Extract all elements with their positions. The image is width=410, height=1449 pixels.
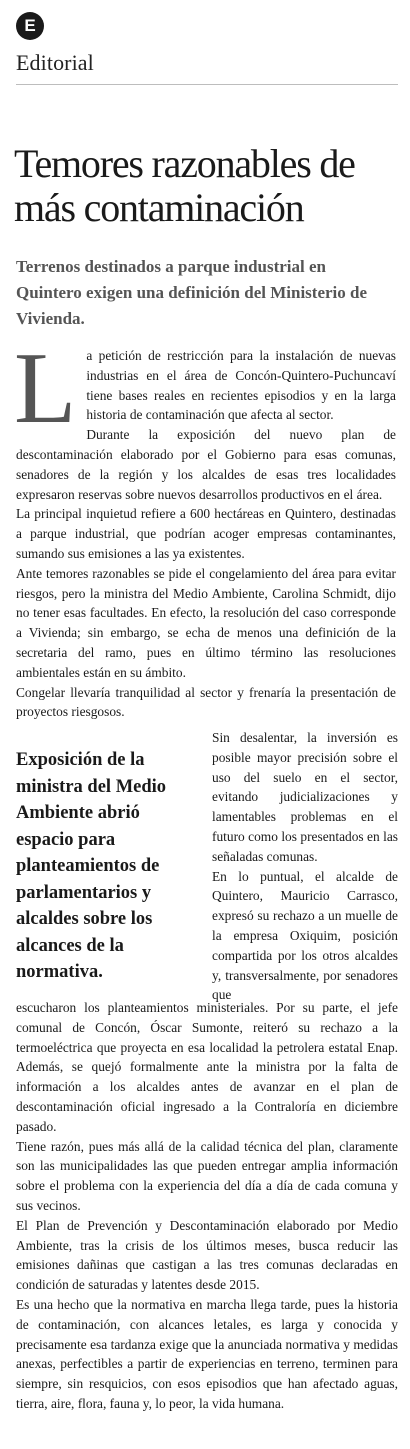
- paragraph: Tiene razón, pues más allá de la calidad técnica del plan, claramente son las municipalidades las que pueden entregar amplia información sobre el problema con la experiencia del día a día de cada comuna y sus vecinos.: [16, 1138, 398, 1213]
- section-label: Editorial: [16, 50, 94, 75]
- paragraph-text: a petición de restricción para la instalación de nuevas industrias en el área de Concón-Quintero-Puchuncaví tiene bases reales en recientes episodios y en la larga historia de contaminación que afecta al sector.: [86, 348, 396, 423]
- paragraph: Es una hecho que la normativa en marcha llega tarde, pues la historia de contaminación, con alcances letales, es larga y conocida y precisamente esa tardanza exige que la anunciada normativa y medidas anexas, perfectibles a partir de experiencias en terreno, terminen para siempre, sin resquicios, con esos episodios que han afectado aguas, tierra, aire, flora, fauna y, lo peor, la vida humana.: [16, 1296, 398, 1411]
- article-body-column: [212, 728, 398, 1005]
- paragraph: El Plan de Prevención y Descontaminación elaborado por Medio Ambiente, tras la crisis de los últimos meses, busca reducir las emisiones dañinas que castigan a las tres comunas declaradas en condición de saturadas y latentes desde 2015.: [16, 1217, 398, 1293]
- section-badge-icon: E: [16, 12, 44, 40]
- section-divider: [16, 84, 398, 85]
- article-body-bottom: [16, 998, 398, 1414]
- paragraph: Ante temores razonables se pide el congelamiento del área para evitar riesgos, pero la ministra del Medio Ambiente, Carolina Schmidt, dijo no tener esas facultades. En efecto, la resolución del caso corresponde a Vivienda; sin embargo, se echa de menos una definición de la secretaria del ramo, pues en último término las resoluciones ambientales están en su ámbito.: [16, 565, 396, 680]
- paragraph: Congelar llevaría tranquilidad al sector y frenaría la presentación de proyectos riesgosos.: [16, 684, 396, 720]
- headline: Temores razonables de más contaminación: [14, 141, 355, 230]
- dek: Terrenos destinados a parque industrial en Quintero exigen una definición del Ministerio de Vivienda.: [16, 257, 368, 328]
- drop-cap: L: [14, 332, 77, 445]
- paragraph: En lo puntual, el alcalde de Quintero, Mauricio Carrasco, expresó su rechazo a un muelle de la empresa Oxiquim, posición compartida por los otros alcaldes y, transversalmente, por senadores que: [212, 868, 398, 1003]
- paragraph: [14, 332, 396, 445]
- pull-quote: Exposición de la ministra del Medio Ambiente abrió espacio para planteamientos de parlamentarios y alcaldes sobre los alcances de la normativa.: [16, 750, 167, 982]
- paragraph: escucharon los planteamientos ministeriales. Por su parte, el jefe comunal de Concón, Óscar Sumonte, reiteró su rechazo a la termoeléctrica que proyecta en esa localidad la petrolera estatal Enap. Además, se quejó formalmente ante la ministra por la falta de información a los alcaldes antes de avanzar en el plan de descontaminación oficial ingresado a la Contraloría en diciembre pasado.: [16, 1000, 398, 1134]
- paragraph: Sin desalentar, la inversión es posible mayor precisión sobre el uso del suelo en el sector, evitando judicializaciones y lamentables problemas en el futuro como los presentados en las señaladas comunas.: [212, 730, 398, 864]
- article-body-top: [14, 332, 396, 722]
- paragraph: La principal inquietud refiere a 600 hectáreas en Quintero, destinadas a parque industrial, que podrían acoger empresas contaminantes, sumando sus emisiones a las ya existentes.: [16, 506, 396, 561]
- paragraph: Durante la exposición del nuevo plan de descontaminación elaborado por el Gobierno para esas comunas, senadores de la región y los alcaldes de esas tres localidades expresaron reservas sobre nuevos desarrollos productivos en el área.: [16, 427, 396, 502]
